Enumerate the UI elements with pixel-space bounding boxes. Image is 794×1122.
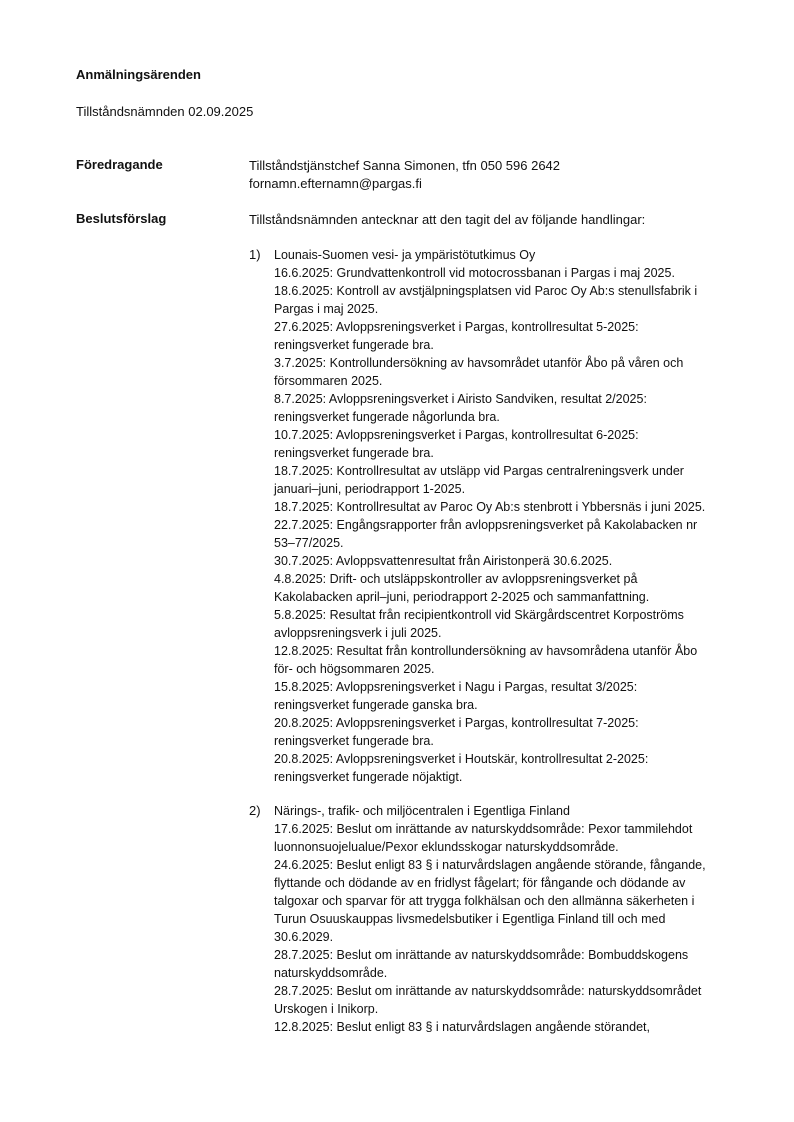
entry-line: 27.6.2025: Avloppsreningsverket i Pargas, kontrollresultat 5-2025: bbox=[274, 320, 639, 334]
entry-line: luonnonsuojelualue/Pexor eklundsskogar naturskyddsområde. bbox=[274, 840, 619, 854]
entry-line: 18.7.2025: Kontrollresultat av utsläpp vid Pargas centralreningsverk under bbox=[274, 464, 684, 478]
entry-line: 24.6.2025: Beslut enligt 83 § i naturvårdslagen angående störande, fångande, bbox=[274, 858, 706, 872]
section-number: 2) bbox=[249, 803, 261, 818]
entry-line: reningsverket fungerade bra. bbox=[274, 446, 434, 460]
entry-line: 8.7.2025: Avloppsreningsverket i Airisto Sandviken, resultat 2/2025: bbox=[274, 392, 647, 406]
presenter-email: fornamn.efternamn@pargas.fi bbox=[249, 176, 422, 191]
entry-line: 3.7.2025: Kontrollundersökning av havsområdet utanför Åbo på våren och bbox=[274, 356, 684, 370]
entry-line: 15.8.2025: Avloppsreningsverket i Nagu i Pargas, resultat 3/2025: bbox=[274, 680, 638, 694]
entry-line: talgoxar och sparvar för att trygga folkhälsan och den allmänna säkerheten i bbox=[274, 894, 695, 908]
page-subheading: Tillståndsnämnden 02.09.2025 bbox=[76, 104, 254, 119]
entry-line: naturskyddsområde. bbox=[274, 966, 388, 980]
entry-line: 22.7.2025: Engångsrapporter från avloppsreningsverket på Kakolabacken nr bbox=[274, 518, 698, 532]
entry-line: reningsverket fungerade någorlunda bra. bbox=[274, 410, 500, 424]
entry-line: 20.8.2025: Avloppsreningsverket i Houtskär, kontrollresultat 2-2025: bbox=[274, 752, 649, 766]
entry-line: 12.8.2025: Beslut enligt 83 § i naturvårdslagen angående störandet, bbox=[274, 1020, 650, 1034]
presenter-line: Tillståndstjänstchef Sanna Simonen, tfn 050 596 2642 bbox=[249, 158, 561, 173]
entry-line: reningsverket fungerade bra. bbox=[274, 338, 434, 352]
entry-line: 16.6.2025: Grundvattenkontroll vid motocrossbanan i Pargas i maj 2025. bbox=[274, 266, 675, 280]
presenter-info bbox=[249, 157, 560, 193]
entry-line: 30.7.2025: Avloppsvattenresultat från Airistonperä 30.6.2025. bbox=[274, 554, 613, 568]
entry-line: 17.6.2025: Beslut om inrättande av naturskyddsområde: Pexor tammilehdot bbox=[274, 822, 693, 836]
section-2-body bbox=[274, 802, 744, 1036]
section-number: 1) bbox=[249, 247, 261, 262]
entry-line: för- och högsommaren 2025. bbox=[274, 662, 435, 676]
entry-line: 53–77/2025. bbox=[274, 536, 344, 550]
entry-line: 30.6.2029. bbox=[274, 930, 334, 944]
entry-line: 20.8.2025: Avloppsreningsverket i Pargas, kontrollresultat 7-2025: bbox=[274, 716, 639, 730]
section-title: Lounais-Suomen vesi- ja ympäristötutkimus Oy bbox=[274, 248, 536, 262]
entry-line: 4.8.2025: Drift- och utsläppskontroller av avloppsreningsverket på bbox=[274, 572, 638, 586]
entry-line: reningsverket fungerade nöjaktigt. bbox=[274, 770, 463, 784]
proposal-label: Beslutsförslag bbox=[76, 211, 167, 226]
presenter-label: Föredragande bbox=[76, 157, 163, 172]
entry-line: 12.8.2025: Resultat från kontrollundersökning av havsområdena utanför Åbo bbox=[274, 644, 698, 658]
proposal-intro: Tillståndsnämnden antecknar att den tagit del av följande handlingar: bbox=[249, 212, 646, 227]
entry-line: 18.7.2025: Kontrollresultat av Paroc Oy Ab:s stenbrott i Ybbersnäs i juni 2025. bbox=[274, 500, 706, 514]
entry-line: 28.7.2025: Beslut om inrättande av naturskyddsområde: naturskyddsområdet bbox=[274, 984, 702, 998]
section-1-body bbox=[274, 246, 744, 786]
entry-line: januari–juni, periodrapport 1-2025. bbox=[274, 482, 466, 496]
entry-line: reningsverket fungerade bra. bbox=[274, 734, 434, 748]
entry-line: Pargas i maj 2025. bbox=[274, 302, 379, 316]
entry-line: reningsverket fungerade ganska bra. bbox=[274, 698, 478, 712]
entry-line: Turun Osuuskauppas livsmedelsbutiker i Egentliga Finland till och med bbox=[274, 912, 666, 926]
entry-line: 28.7.2025: Beslut om inrättande av naturskyddsområde: Bombuddskogens bbox=[274, 948, 689, 962]
entry-line: Kakolabacken april–juni, periodrapport 2-2025 och sammanfattning. bbox=[274, 590, 650, 604]
entry-line: försommaren 2025. bbox=[274, 374, 383, 388]
entry-line: Urskogen i Inikorp. bbox=[274, 1002, 379, 1016]
entry-line: flyttande och dödande av en fridlyst fågelart; för fångande och dödande av bbox=[274, 876, 686, 890]
page-heading: Anmälningsärenden bbox=[76, 67, 201, 82]
entry-line: 18.6.2025: Kontroll av avstjälpningsplatsen vid Paroc Oy Ab:s stenullsfabrik i bbox=[274, 284, 698, 298]
entry-line: 10.7.2025: Avloppsreningsverket i Pargas, kontrollresultat 6-2025: bbox=[274, 428, 639, 442]
entry-line: avloppsreningsverk i juli 2025. bbox=[274, 626, 442, 640]
section-title: Närings-, trafik- och miljöcentralen i Egentliga Finland bbox=[274, 804, 570, 818]
entry-line: 5.8.2025: Resultat från recipientkontroll vid Skärgårdscentret Korpoströms bbox=[274, 608, 684, 622]
